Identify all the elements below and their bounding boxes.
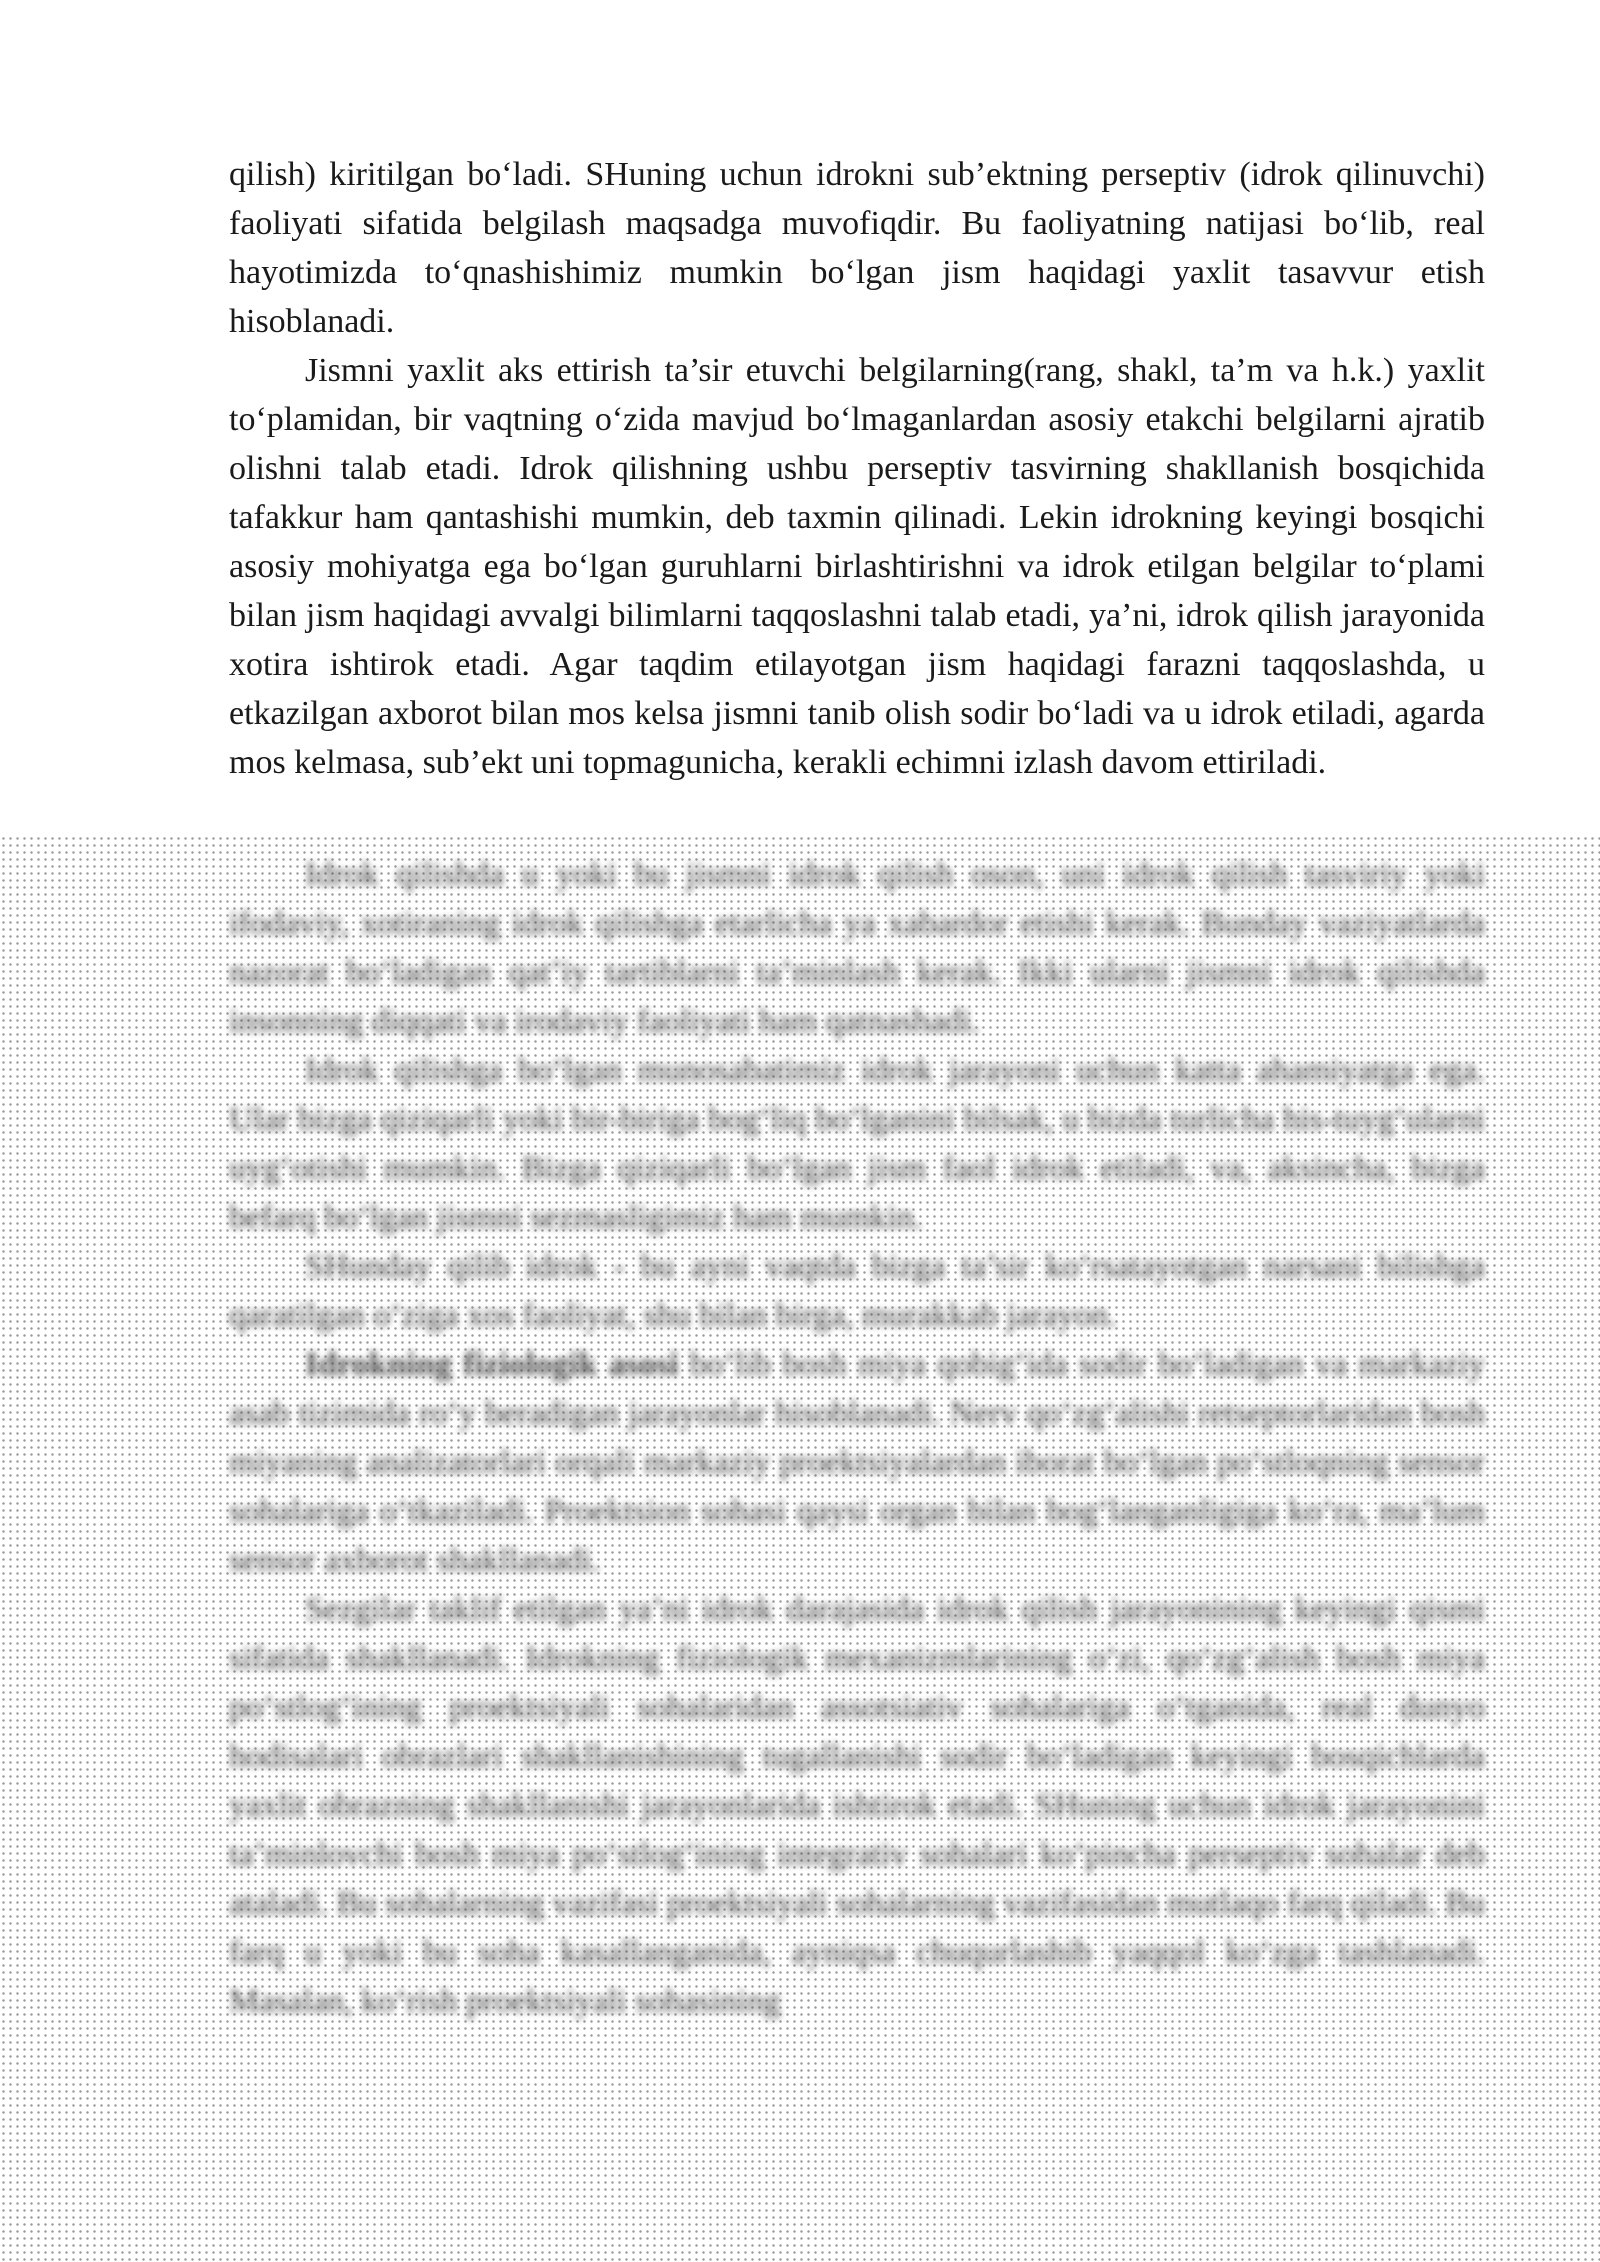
blurred-paragraph: Idrok qilishga bo‘lgan munosabatimiz idrok jarayoni uchun katta ahamiyatga ega. Ular bizga qiziqarli yoki bir-biriga bog‘liq bo‘lganini bilsak, u bizda turlicha his-tuyg‘ularni uyg‘otishi mumkin. Bizga qiziqarli bo‘lgan jism faol idrok etiladi, va, aksincha, bizga befarq bo‘lgan jismni sezmasligimiz ham mumkin. — [229, 1052, 1485, 1236]
paragraph-continuation: qilish) kiritilgan bo‘ladi. SHuning uchun idrokni sub’ektning perseptiv (idrok qilinuvchi) faoliyati sifatida belgilash maqsadga muvofiqdir. Bu faoliyatning natijasi bo‘lib, real hayotimizda to‘qnashishimiz mumkin bo‘lgan jism haqidagi yaxlit tasavvur etish hisoblanadi. — [229, 156, 1485, 340]
blurred-text-block — [229, 850, 1485, 2026]
blurred-paragraph: Idrokning fiziologik asosi bo‘lib bosh miya qobig‘ida sodir bo‘ladigan va markaziy asab tizimida ro‘y beradigan jarayonlar hisoblanadi. Nerv qo‘zg‘alishi retseptorlaridan bosh miyaning analizatorlari orqali markaziy proektsiyalardan iborat bo‘lgan po‘stloqning sensor sohalariga o‘tkaziladi. Proektsion sohasi qaysi organ bilan bog‘langanligiga ko‘ra, ma’lum sensor axborot shakllanadi. — [229, 1346, 1486, 1579]
paragraph-jismni: Jismni yaxlit aks ettirish ta’sir etuvchi belgilarning(rang, shakl, ta’m va h.k.) yaxlit to‘plamidan, bir vaqtning o‘zida mavjud bo‘lmaganlardan asosiy etakchi belgilarni ajratib olishni talab etadi. Idrok qilishning ushbu perseptiv tasvirning shakllanish bosqichida tafakkur ham qantashishi mumkin, deb taxmin qilinadi. Lekin idrokning keyingi bosqichi asosiy mohiyatga ega bo‘lgan guruhlarni birlashtirishni va idrok etilgan belgilar to‘plami bilan jism haqidagi avvalgi bilimlarni taqqoslashni talab etadi, ya’ni, idrok qilish jarayonida xotira ishtirok etadi. Agar taqdim etilayotgan jism haqidagi farazni taqqoslashda, u etkazilgan axborot bilan mos kelsa jismni tanib olish sodir bo‘ladi va u idrok etiladi, agarda mos kelmasa, sub’ekt uni topmagunicha, kerakli echimni izlash davom ettiriladi. — [229, 352, 1485, 781]
redacted-text-region — [0, 835, 1600, 2262]
text-column — [229, 150, 1485, 787]
blurred-paragraph: SHunday qilib idrok - bu ayni vaqtda bizga ta’sir ko‘rsatayotgan narsani bilishga qaratilgan o‘ziga xos faoliyat, shu bilan birga, murakkab jarayon. — [229, 1248, 1485, 1334]
blurred-paragraph: Sezgilar taklif etilgan ya’ni idrok darajasida idrok qilish jarayonining keyingi qismi sifatida shakllanadi. Idrokning fiziologik mexanizmlarining o‘zi, qo‘zg‘alish bosh miya po‘stlog‘ining proektsiyali sohalaridan assotsiativ sohalariga o‘tganida, real dunyo hodisalari obrazlari shakllanishining tugallanishi sodir bo‘ladigan keyingi bosqichlarda yaxlit obrazning shakllanishi jarayonlarida ishtirok etadi. SHuning uchun idrok jarayonini ta’minlovchi bosh miya po‘stlog‘ining integrativ sohalari ko‘pincha perseptiv sohalar deb ataladi. Bu sohalarning vazifasi proektsiyali sohalarning vazifasidan mutlaqo farq qiladi. Bu farq u yoki bu soha kasallanganida, ayniqsa chuqurlashib yaqqol ko‘zga tashlanadi. Masalan, ko‘rish proektsiyali sohasining — [229, 1591, 1485, 2020]
blurred-paragraph: Idrok qilishda u yoki bu jismni idrok qilish oson, uni idrok qilish tasviriy yoki ifodaviy, xotiraning idrok qilishga etarlicha ya xabardor etishi kerak. Bunday vaziyatlarda nazorat bo‘ladigan qat’iy tartiblarni ta’minlash kerak. Ikki ularni jismni idrok qilishda insonning diqqati va irodaviy faoliyati ham qatnashadi. — [229, 856, 1485, 1040]
